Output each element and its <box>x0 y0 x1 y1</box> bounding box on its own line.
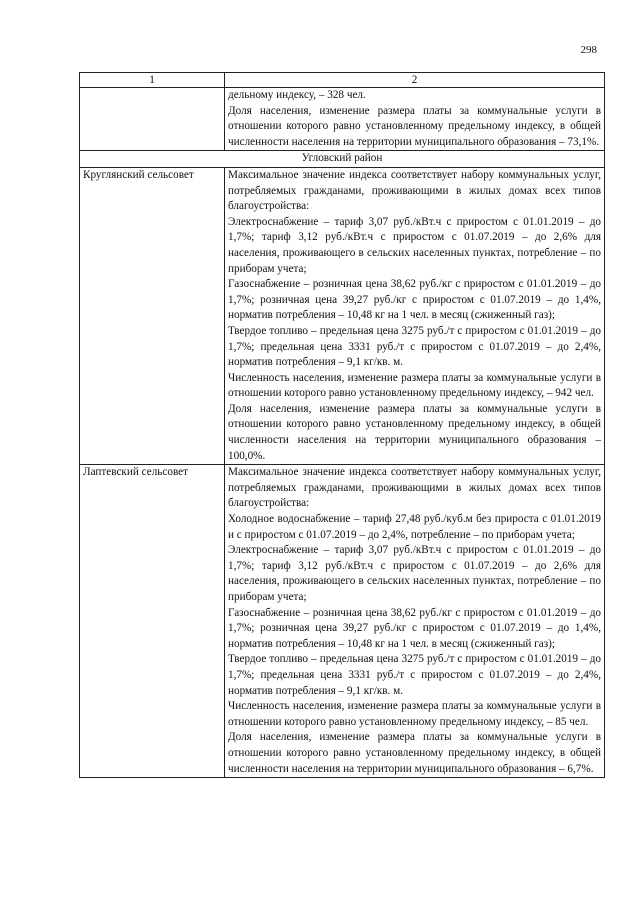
index-table <box>79 72 605 778</box>
paragraph: Газоснабжение – розничная цена 38,62 руб./кг с приростом с 01.01.2019 – до 1,7%; розничная цена 39,27 руб./кг с приростом с 01.07.2019 – до 1,4%, норматив потребления – 10,48 кг на 1 чел. в месяц (сжиженный газ); <box>228 606 601 650</box>
municipality-name: Круглянский сельсовет <box>80 167 225 464</box>
paragraph: Доля населения, изменение размера платы за коммунальные услуги в отношении которого равно установленному предельному индексу, в общей численности населения на территории муниципального образования – 100,0%. <box>228 402 601 462</box>
paragraph: Твердое топливо – предельная цена 3275 руб./т с приростом с 01.01.2019 – до 1,7%; предельная цена 3331 руб./т с приростом с 01.07.2019 – до 2,4%, норматив потребления – 9,1 кг/кв. м. <box>228 653 601 697</box>
region-title: Угловский район <box>80 151 605 168</box>
header-row <box>80 73 605 88</box>
region-row <box>80 151 605 168</box>
paragraph: Электроснабжение – тариф 3,07 руб./кВт.ч с приростом с 01.01.2019 – до 1,7%; тариф 3,12 руб./кВт.ч с приростом с 01.07.2019 – до 2,6% для населения, проживающего в сельских населенных пунктах, потребление – по приборам учета; <box>228 215 601 275</box>
page-number: 298 <box>580 44 597 56</box>
paragraph: Максимальное значение индекса соответствует набору коммунальных услуг, потребляемых гражданами, проживающими в жилых домах всех типов благоустройства: <box>228 466 601 510</box>
header-col-1: 1 <box>80 73 225 88</box>
paragraph: Доля населения, изменение размера платы за коммунальные услуги в отношении которого равно установленному предельному индексу, в общей численности населения на территории муниципального образования – 6,7%. <box>228 731 601 775</box>
paragraph: Численность населения, изменение размера платы за коммунальные услуги в отношении которого равно установленному предельному индексу, – 85 чел. <box>228 700 601 728</box>
paragraph: Твердое топливо – предельная цена 3275 руб./т с приростом с 01.01.2019 – до 1,7%; предельная цена 3331 руб./т с приростом с 01.07.2019 – до 2,4%, норматив потребления – 9,1 кг/кв. м. <box>228 324 601 369</box>
paragraph: дельному индексу, – 328 чел. <box>228 89 366 101</box>
continuation-row <box>80 88 605 151</box>
table-row <box>80 167 605 464</box>
municipality-details <box>225 167 605 464</box>
paragraph: Электроснабжение – тариф 3,07 руб./кВт.ч с приростом с 01.01.2019 – до 1,7%; тариф 3,12 руб./кВт.ч с приростом с 01.07.2019 – до 2,6% для населения, проживающего в сельских населенных пунктах, потребление – по приборам учета; <box>228 544 601 603</box>
table-row <box>80 465 605 778</box>
paragraph: Численность населения, изменение размера платы за коммунальные услуги в отношении которого равно установленному предельному индексу, – 942 чел. <box>228 371 601 400</box>
paragraph: Максимальное значение индекса соответствует набору коммунальных услуг, потребляемых гражданами, проживающими в жилых домах всех типов благоустройства: <box>228 168 601 213</box>
continuation-label <box>80 88 225 151</box>
municipality-details <box>225 465 605 778</box>
header-col-2: 2 <box>225 73 605 88</box>
municipality-name: Лаптевский сельсовет <box>80 465 225 778</box>
paragraph: Доля населения, изменение размера платы за коммунальные услуги в отношении которого равно установленному предельному индексу, в общей численности населения на территории муниципального образования – 73,1%. <box>228 104 601 148</box>
paragraph: Холодное водоснабжение – тариф 27,48 руб./куб.м без прироста с 01.01.2019 и с приростом с 01.07.2019 – до 2,4%, потребление – по приборам учета; <box>228 513 601 541</box>
paragraph: Газоснабжение – розничная цена 38,62 руб./кг с приростом с 01.01.2019 – до 1,7%; розничная цена 39,27 руб./кг с приростом с 01.07.2019 – до 1,4%, норматив потребления – 10,48 кг на 1 чел. в месяц (сжиженный газ); <box>228 278 601 322</box>
continuation-text <box>225 88 605 151</box>
